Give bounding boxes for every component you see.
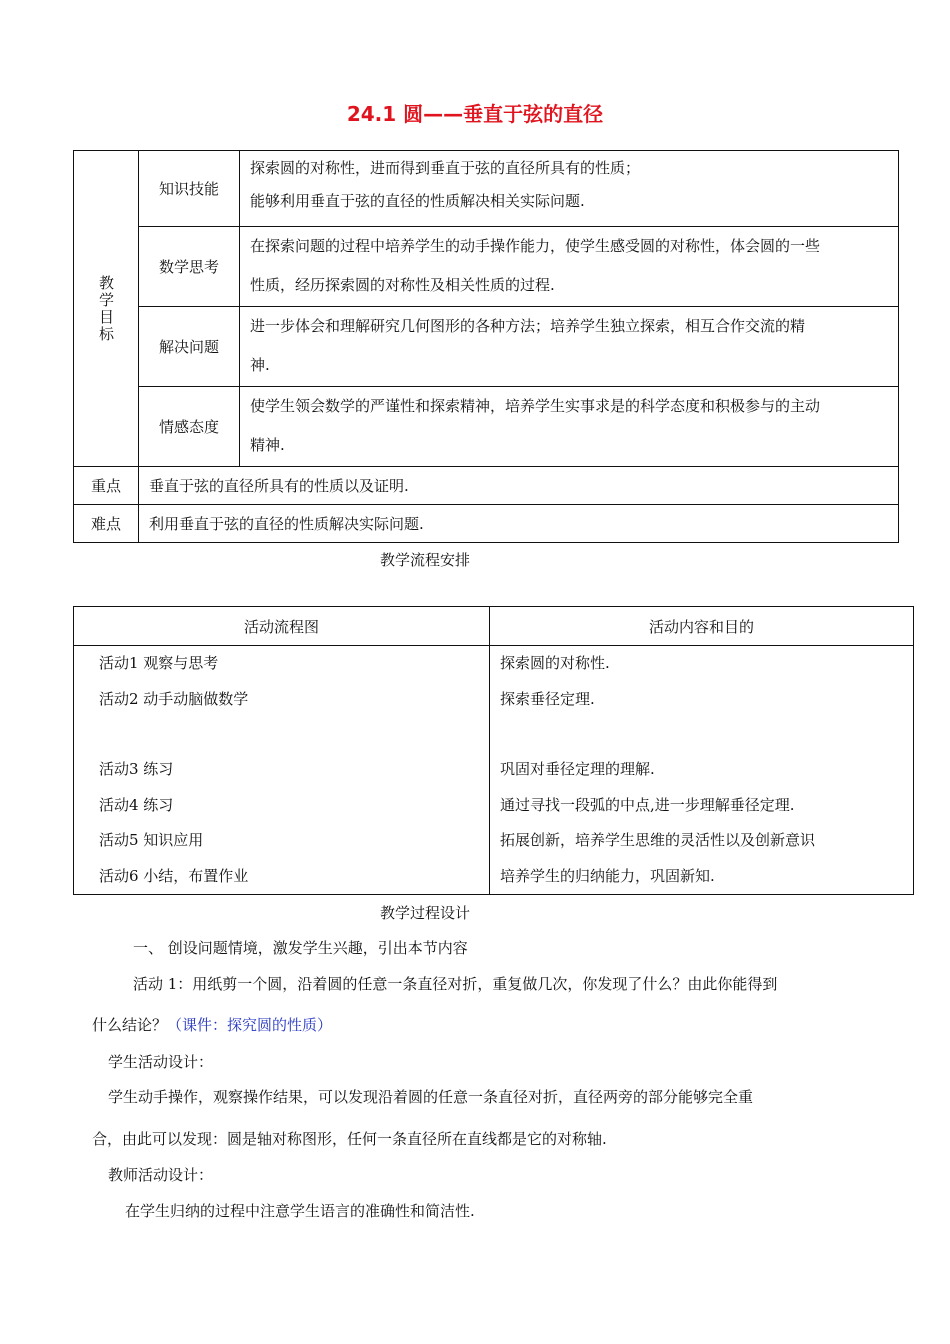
- flow-header-purpose: 活动内容和目的: [490, 607, 914, 646]
- process-heading: 一、 创设问题情境，激发学生兴趣，引出本节内容: [133, 939, 468, 957]
- student-activity-label: 学生活动设计：: [108, 1053, 214, 1071]
- flow-section-label: 教学流程安排: [379, 551, 470, 569]
- activity-1: 活动1 观察与思考: [99, 654, 219, 672]
- activity-2: 活动2 动手动脑做数学: [99, 690, 249, 708]
- key-point-label: 重点: [74, 467, 139, 505]
- flow-activities-cell: [74, 646, 490, 895]
- objective-label-attitude: 情感态度: [139, 387, 240, 467]
- objective-label-knowledge: 知识技能: [139, 151, 240, 227]
- activity1-line1: 活动 1：用纸剪一个圆，沿着圆的任意一条直径对折，重复做几次，你发现了什么？由此你能得到: [133, 975, 778, 993]
- page-title: 24.1 圆——垂直于弦的直径: [346, 102, 604, 126]
- activity1-line2: 什么结论？（课件：探究圆的性质）: [92, 1016, 333, 1034]
- teacher-activity-label: 教师活动设计：: [108, 1166, 214, 1184]
- purpose-6: 培养学生的归纳能力，巩固新知.: [500, 867, 715, 885]
- purpose-3: 巩固对垂径定理的理解.: [500, 760, 655, 778]
- objective-text-math-thinking: 在探索问题的过程中培养学生的动手操作能力，使学生感受圆的对称性，体会圆的一些 性质，经历探索圆的对称性及相关性质的过程.: [240, 227, 899, 307]
- key-point-text: 垂直于弦的直径所具有的性质以及证明.: [139, 467, 899, 505]
- flow-purposes-cell: [490, 646, 914, 895]
- objectives-table: [73, 150, 899, 543]
- flow-table: [73, 606, 914, 895]
- activity-6: 活动6 小结，布置作业: [99, 867, 249, 885]
- objective-text-problem-solving: 进一步体会和理解研究几何图形的各种方法；培养学生独立探索，相互合作交流的精 神.: [240, 307, 899, 387]
- teacher-activity-line1: 在学生归纳的过程中注意学生语言的准确性和简洁性.: [125, 1202, 475, 1220]
- objective-text-knowledge: 探索圆的对称性，进而得到垂直于弦的直径所具有的性质； 能够利用垂直于弦的直径的性质解决相关实际问题.: [240, 151, 899, 227]
- student-activity-line1: 学生动手操作，观察操作结果，可以发现沿着圆的任意一条直径对折，直径两旁的部分能够完全重: [108, 1088, 754, 1106]
- purpose-2: 探索垂径定理.: [500, 690, 595, 708]
- objective-text-attitude: 使学生领会数学的严谨性和探索精神，培养学生实事求是的科学态度和积极参与的主动 精神.: [240, 387, 899, 467]
- student-activity-line2: 合，由此可以发现：圆是轴对称图形，任何一条直径所在直线都是它的对称轴.: [92, 1130, 607, 1148]
- objective-label-problem-solving: 解决问题: [139, 307, 240, 387]
- purpose-1: 探索圆的对称性.: [500, 654, 610, 672]
- difficulty-label: 难点: [74, 505, 139, 543]
- objective-label-math-thinking: 数学思考: [139, 227, 240, 307]
- process-section-label: 教学过程设计: [379, 904, 470, 922]
- activity-5: 活动5 知识应用: [99, 831, 204, 849]
- activity-3: 活动3 练习: [99, 760, 174, 778]
- flow-header-chart: 活动流程图: [74, 607, 490, 646]
- difficulty-text: 利用垂直于弦的直径的性质解决实际问题.: [139, 505, 899, 543]
- courseware-link[interactable]: （课件：探究圆的性质）: [167, 1016, 333, 1034]
- purpose-4: 通过寻找一段弧的中点,进一步理解垂径定理.: [500, 796, 795, 814]
- activity-4: 活动4 练习: [99, 796, 174, 814]
- objectives-group-label: 教学目标: [74, 151, 139, 467]
- purpose-5: 拓展创新，培养学生思维的灵活性以及创新意识: [500, 831, 816, 849]
